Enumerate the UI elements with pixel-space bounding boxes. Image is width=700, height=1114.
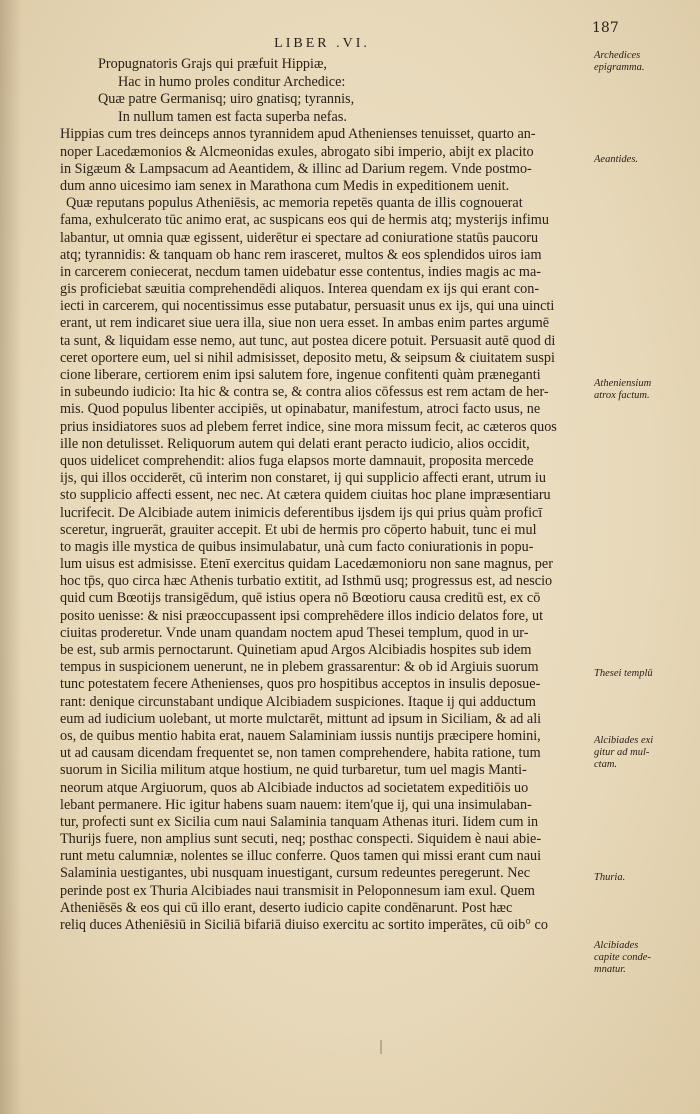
marginal-note-alcibiades-exigitur xyxy=(594,735,698,771)
page-number: 187 xyxy=(592,20,619,36)
marginal-line: Thesei templū xyxy=(594,668,653,679)
body-line: to magis ille mystica de quibus insimulabatur, unà cum facto coniurationis in popu- xyxy=(60,538,534,555)
body-line: Atheniēsēs & eos qui cū illo erant, deserto iudicio capite condēnarunt. Post hæc xyxy=(60,899,513,916)
marginal-line: Alcibiades xyxy=(594,940,639,951)
body-line: labantur, ut omnia quæ egissent, uiderētur ei spectare ad coniuratione statūs paucoru xyxy=(60,229,539,246)
body-line: iecti in carcerem, qui nocentissimus esse putabatur, persuasit unus ex ijs, qui una uincti xyxy=(60,298,555,315)
marginal-line: atrox factum. xyxy=(594,390,650,401)
marginal-line: Archedices xyxy=(594,50,641,61)
verse-line: Propugnatoris Grajs qui præfuit Hippiæ, xyxy=(98,56,327,72)
text-block xyxy=(60,56,600,951)
body-line: lebant permanere. Hic igitur habens suam nauem: item'que ij, qui una insimulaban- xyxy=(60,796,532,813)
body-text xyxy=(60,126,600,951)
body-line: ille non detulisset. Reliquorum autem qui delati erant peracto iudicio, alios occidit, xyxy=(60,435,530,452)
body-line: runt metu calumniæ, nolentes se illuc conferre. Quos tamen qui missi erant cum naui xyxy=(60,848,542,865)
verse-line: Quæ patre Germanisq; uiro gnatisq; tyrannis, xyxy=(98,91,355,108)
marginal-line: epigramma. xyxy=(594,62,645,73)
body-line: dum anno uicesimo iam senex in Marathona cum Medis in expeditionem uenit. xyxy=(60,177,510,194)
body-line: prius insidiatores suos ad plebem ferret indice, sine mora missum fecit, ac cæteros quos xyxy=(60,418,557,435)
verse-line: Hac in humo proles conditur Archedice: xyxy=(118,73,346,90)
marginal-line: capite conde- xyxy=(594,952,651,963)
body-line: tunc potestatem fecere Athenienses, quos pro hospitibus acceptos in insulis deposue- xyxy=(60,676,541,693)
marginal-line: Thuria. xyxy=(594,872,626,883)
body-line: atq; tyrannidis: & tanquam ob hanc rem irasceret, multos & eos splendidos uiros iam xyxy=(60,246,542,263)
marginal-line: Alcibiades exi xyxy=(594,735,654,746)
body-line: lucrifecit. De Alcibiade autem inimicis deferentibus ijsdem ijs qui prius quàm proficī xyxy=(60,504,543,521)
marginal-line: Atheniensium xyxy=(594,378,652,389)
body-line: in carcerem coniecerat, necdum tamen uidebatur esse contentus, indies magis ac ma- xyxy=(60,263,541,280)
marginal-note-thesei xyxy=(594,668,698,680)
body-line: sto supplicio affecti essent, nec nec. At cætera quidem ciuitas hoc plane impræsentiaru xyxy=(60,487,551,504)
body-line: tempus in suspicionem uenerunt, ne in plebem grassarentur: & ob id Argiuis suorum xyxy=(60,659,539,676)
body-line: hoc tp̄s, quo circa hæc Athenis turbatio extitit, ad Isthmū usq; progressus est, ad nescio xyxy=(60,573,553,590)
body-line: erant, ut rem indicaret siue uera illa, siue non uera esset. In ambas enim partes argumē xyxy=(60,315,550,332)
body-line: noper Lacedæmonios & Alcmeonidas exules, abrogato sibi imperio, abijt ex placito xyxy=(60,143,534,160)
marginal-note-alcibiades-condemnatur xyxy=(594,940,698,976)
body-line: ta sunt, & liquidam esse nemo, aut tunc, aut postea dicere potuit. Persuasit autē quod di xyxy=(60,332,556,349)
body-line: ijs, qui illos occiderēt, cū interim non constaret, ij qui supplicio affecti erant, utrum iu xyxy=(60,470,546,487)
body-line: perinde post ex Thuria Alcibiades naui transmisit in Peloponnesum iam exul. Quem xyxy=(60,882,535,899)
body-line: ciuitas proderetur. Vnde unam quandam noctem apud Thesei templum, quod in ur- xyxy=(60,624,529,641)
body-line: suorum in Sicilia militum atque hostium, ne quid turbaretur, tum uel magis Manti- xyxy=(60,762,527,779)
body-line: rant: denique circunstabant undique Alcibiadem suspiciones. Itaque ij qui adductum xyxy=(60,693,536,710)
body-line: be est, sub armis pernoctarunt. Quinetiam apud Argos Alcibiadis hospites sub idem xyxy=(60,642,532,658)
body-line: in subeundo iudicio: Ita hic & contra se, & contra alios cōfessus est rem actam de her- xyxy=(60,384,549,401)
body-line: in Sigæum & Lampsacum ad Aeantidem, & illinc ad Darium regem. Vnde postmo- xyxy=(60,160,532,177)
marginal-note-atheniensium xyxy=(594,378,698,402)
marginal-note-archedices xyxy=(594,50,698,74)
marginal-note-thuria xyxy=(594,872,698,884)
body-line: mis. Quod populus libenter accipiēs, ut opinabatur, manifestum, atroci facto usus, ne xyxy=(60,401,541,418)
epigram-verse xyxy=(60,56,600,126)
body-line: neorum atque Argiuorum, quos ab Alcibiade inductos ad societatem expeditiōis uo xyxy=(60,779,529,796)
body-line: reliq duces Atheniēsiū in Siciliā bifariā diuiso exercitu ac sortito imperātes, cū oib° co xyxy=(60,917,548,933)
body-line: lum uisus est admisisse. Etenī exercitus quidam Lacedæmonioru non sane magnus, per xyxy=(60,556,553,573)
ink-mark xyxy=(380,1040,382,1054)
body-line: tur, profecti sunt ex Sicilia cum naui Salaminia tanquam Athenas ituri. Iidem cum in xyxy=(60,813,539,830)
marginal-line: mnatur. xyxy=(594,964,626,975)
body-line: Hippias cum tres deinceps annos tyrannidem apud Athenienses tenuisset, quarto an- xyxy=(60,126,536,143)
body-line: quid cum Bœotijs transigēdum, quē istius opera nō Bœotioru causa creditū est, ex cō xyxy=(60,590,541,607)
body-line: os, de quibus mentio habita erat, nauem Salaminiam iussis nuntijs præcipere homini, xyxy=(60,727,541,744)
body-line: fama, exhulcerato tūc animo erat, ac suspicans eos qui de hermis atq; mysterijs infimu xyxy=(60,212,549,229)
body-line: gis proficiebat sæuitia comprehendēdi aliquos. Interea quendam ex ijs qui erant con- xyxy=(60,281,540,298)
body-line: ceret oportere eum, uel si nihil admisisset, deposito metu, & seipsum & ciuitatem suspi xyxy=(60,349,555,366)
body-line: eum ad iudicium uolebant, ut morte mulctarēt, mittunt ad ipsum in Siciliam, & ad ali xyxy=(60,710,542,727)
body-line: cione liberare, certiorem enim ipsi salutem fore, ingenue confitenti quàm præneganti xyxy=(60,367,541,383)
body-line: Quæ reputans populus Atheniēsis, ac memoria repetēs quanta de illis cognouerat xyxy=(66,195,523,212)
body-line: Thurijs fuere, non amplius sunt secuti, neq; posthac conspecti. Siquidem è naui abie- xyxy=(60,831,542,848)
body-line: Salaminia uestigantes, ubi nusquam inuestigant, cursum redeuntes peregerunt. Nec xyxy=(60,865,531,882)
marginal-line: gitur ad mul- xyxy=(594,747,650,758)
body-line xyxy=(60,934,600,951)
marginal-line: Aeantides. xyxy=(594,154,639,165)
running-head: LIBER .VI. xyxy=(274,36,370,51)
body-line: ut ad causam dicendam frequentet se, non tamen comprehendere, habita ratione, tum xyxy=(60,745,541,762)
marginal-note-aeantides xyxy=(594,154,698,166)
body-line: posito uenisse: & nisi præoccupassent ipsi comprehēdere illos indicio delatos fore, ut xyxy=(60,607,544,624)
marginal-line: ctam. xyxy=(594,759,618,770)
body-line: quos uidelicet comprehendit: alios fuga elapsos morte damnauit, proposita mercede xyxy=(60,452,534,469)
body-line: sceretur, ingruerāt, grauiter accepit. Et ubi de hermis pro cōperto habuit, tunc ei mul xyxy=(60,521,537,538)
gutter-shadow xyxy=(0,0,22,1114)
verse-line: In nullum tamen est facta superba nefas. xyxy=(118,108,347,125)
